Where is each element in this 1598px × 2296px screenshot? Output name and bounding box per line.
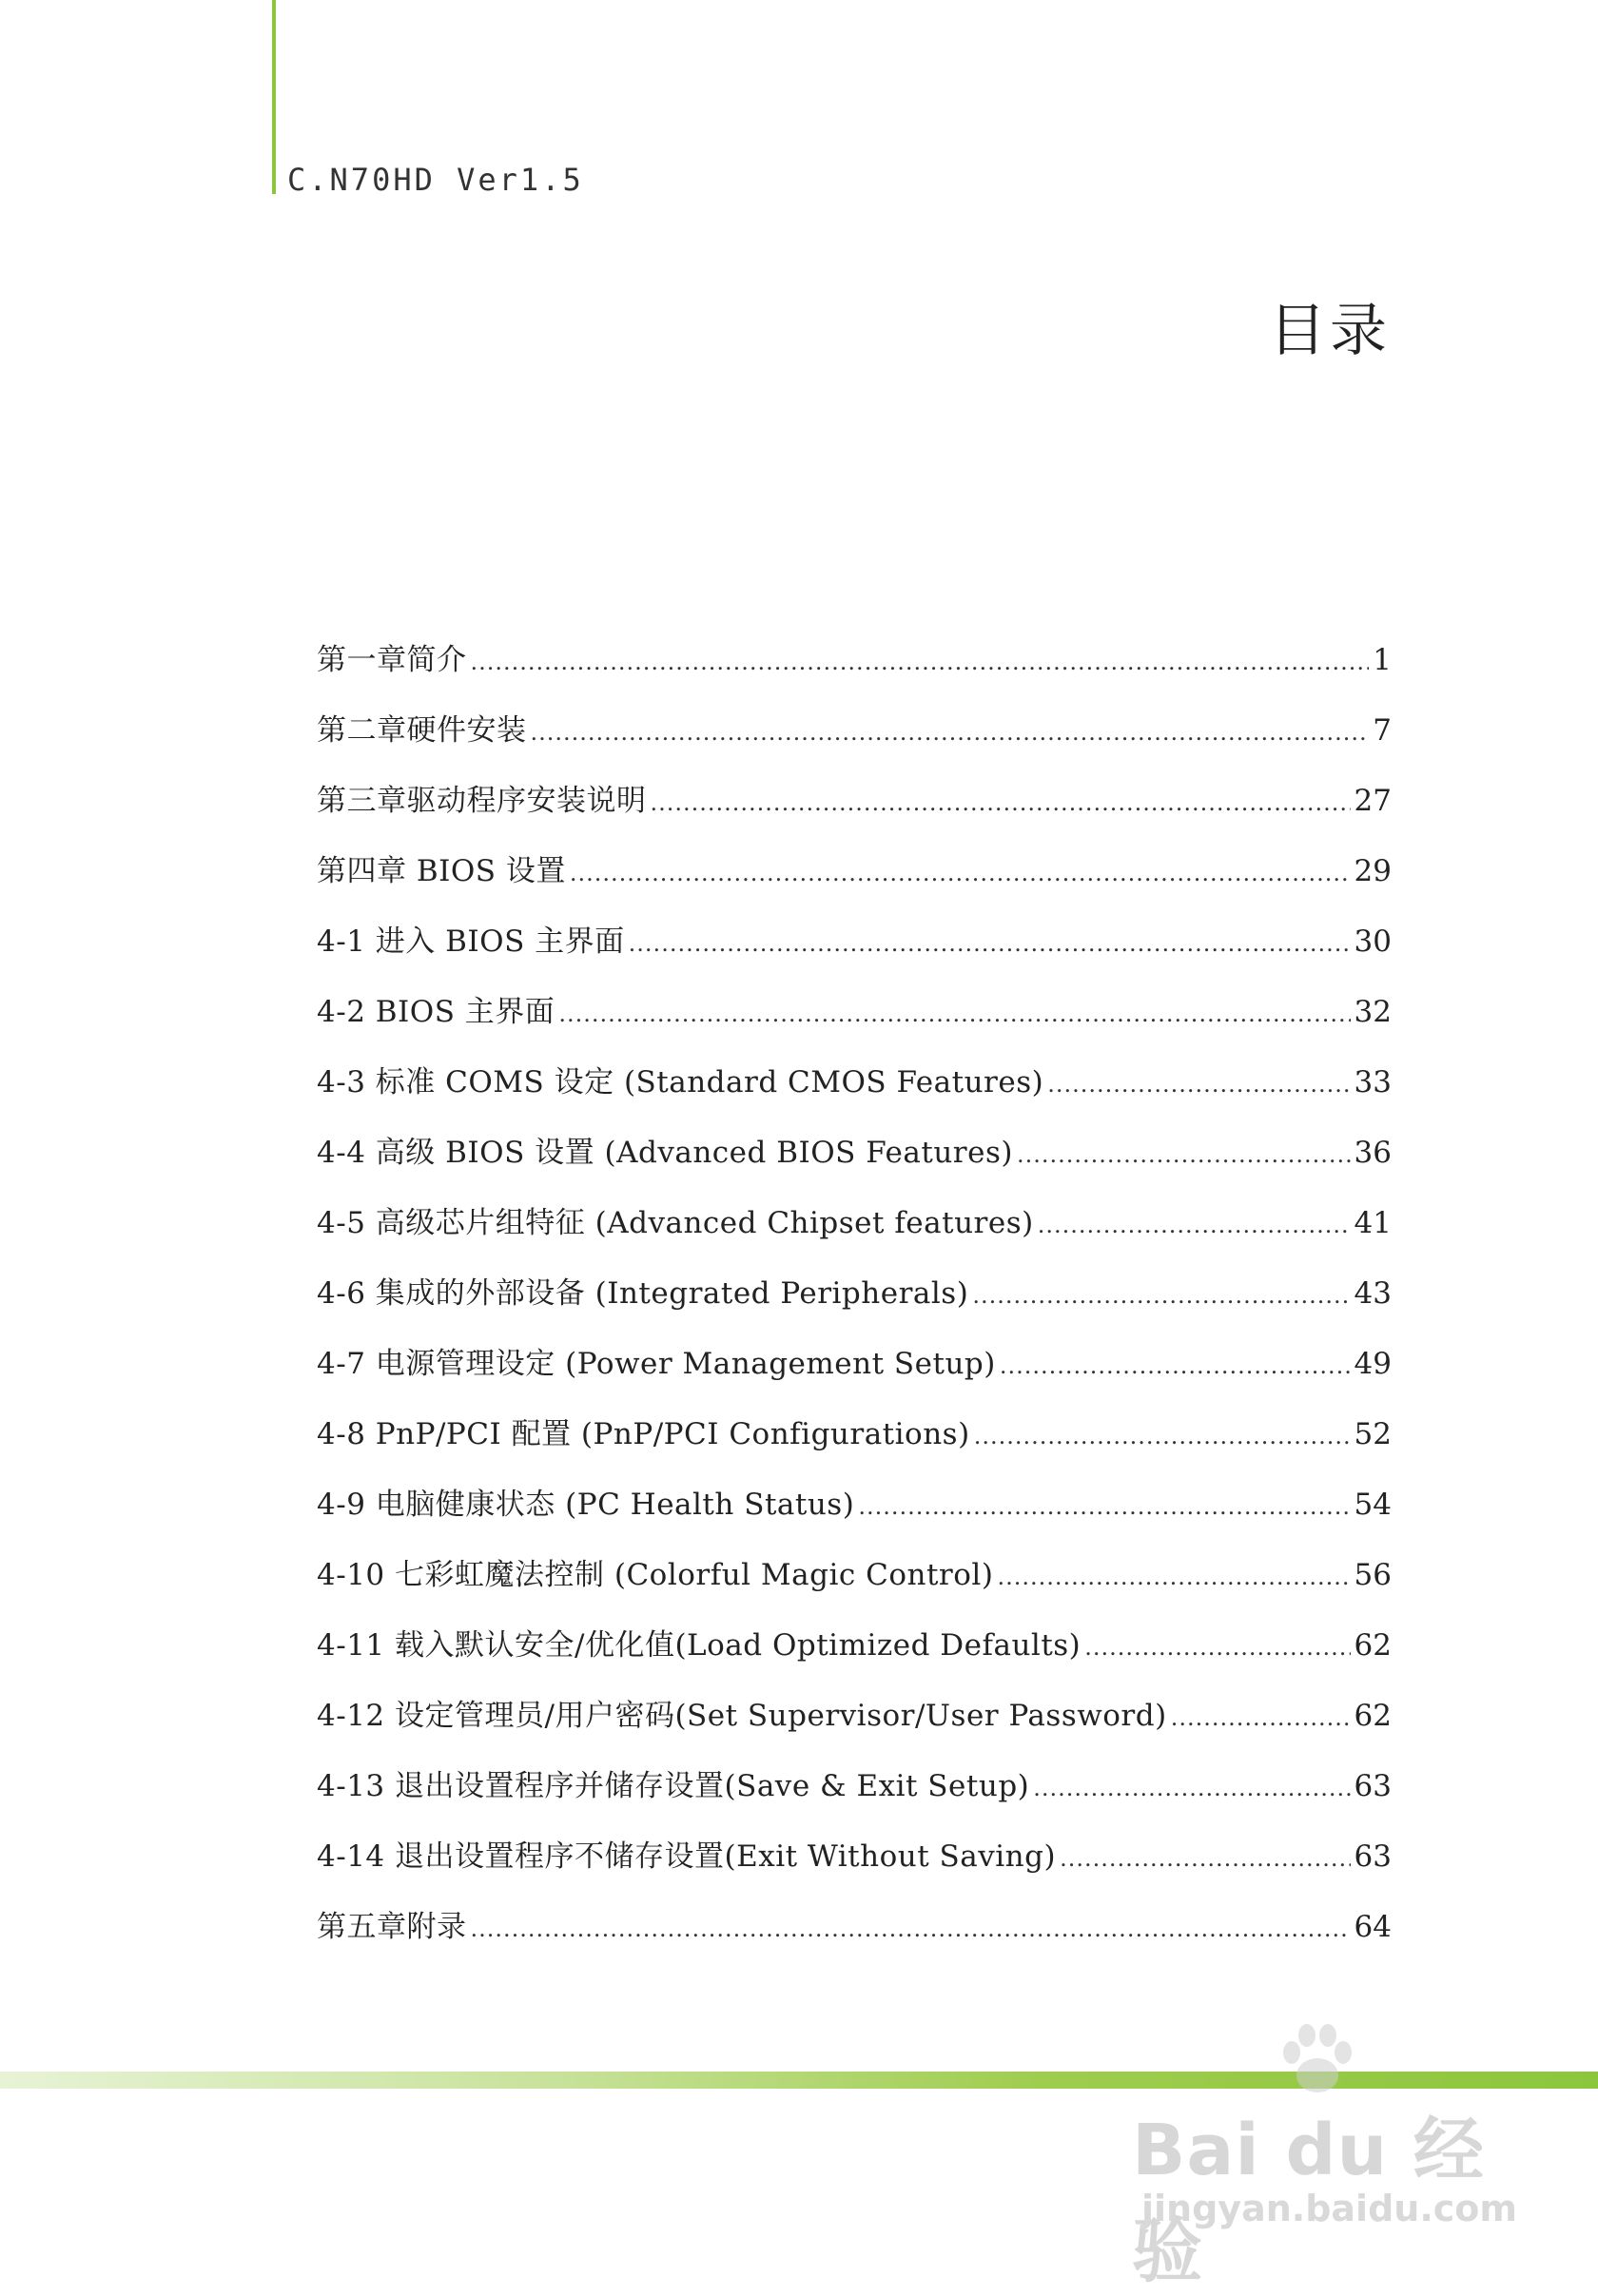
toc-entry-label: 第一章简介 bbox=[317, 643, 467, 677]
toc-entry[interactable] bbox=[317, 1198, 1392, 1269]
toc-leader-dots bbox=[1171, 1706, 1351, 1729]
toc-entry-page: 32 bbox=[1354, 995, 1392, 1029]
toc-entry[interactable] bbox=[317, 1902, 1392, 1973]
toc-entry-page: 29 bbox=[1354, 854, 1392, 888]
toc-entry-page: 56 bbox=[1354, 1558, 1392, 1592]
toc-entry[interactable] bbox=[317, 1691, 1392, 1761]
toc-entry-label: 4-1 进入 BIOS 主界面 bbox=[317, 924, 625, 959]
toc-entry-page: 41 bbox=[1354, 1206, 1392, 1240]
toc-entry-page: 27 bbox=[1354, 784, 1392, 818]
toc-entry-page: 7 bbox=[1373, 713, 1392, 748]
toc-leader-dots bbox=[1084, 1636, 1350, 1659]
header-accent-rule bbox=[272, 0, 276, 194]
toc-entry[interactable] bbox=[317, 1339, 1392, 1410]
toc-leader-dots bbox=[629, 932, 1351, 955]
toc-entry-label: 4-4 高级 BIOS 设置 (Advanced BIOS Features) bbox=[317, 1136, 1013, 1170]
toc-leader-dots bbox=[974, 1425, 1351, 1448]
toc-entry-label: 第二章硬件安装 bbox=[317, 713, 527, 748]
page-title: 目录 bbox=[1269, 298, 1391, 364]
toc-entry-label: 第五章附录 bbox=[317, 1910, 467, 1944]
toc-entry-page: 63 bbox=[1354, 1769, 1392, 1803]
toc-entry-page: 62 bbox=[1354, 1628, 1392, 1663]
toc-entry-label: 4-7 电源管理设定 (Power Management Setup) bbox=[317, 1347, 996, 1381]
toc-entry-label: 4-14 退出设置程序不储存设置(Exit Without Saving) bbox=[317, 1839, 1057, 1874]
toc-leader-dots bbox=[997, 1566, 1350, 1588]
toc-entry-label: 第三章驱动程序安装说明 bbox=[317, 784, 647, 818]
toc-leader-dots bbox=[1017, 1143, 1351, 1166]
toc-entry[interactable] bbox=[317, 1410, 1392, 1480]
toc-leader-dots bbox=[1060, 1847, 1350, 1870]
document-header-label: C.N70HD Ver1.5 bbox=[287, 162, 584, 198]
toc-entry[interactable] bbox=[317, 1128, 1392, 1198]
toc-entry-label: 第四章 BIOS 设置 bbox=[317, 854, 566, 888]
toc-entry-page: 33 bbox=[1354, 1065, 1392, 1099]
baidu-jingyan-watermark bbox=[1132, 2016, 1517, 2292]
toc-entry-label: 4-9 电脑健康状态 (PC Health Status) bbox=[317, 1488, 855, 1522]
toc-leader-dots bbox=[471, 651, 1370, 673]
toc-entry[interactable] bbox=[317, 917, 1392, 987]
toc-entry-page: 63 bbox=[1354, 1839, 1392, 1874]
toc-entry[interactable] bbox=[317, 1269, 1392, 1339]
table-of-contents bbox=[317, 635, 1392, 1973]
toc-entry-page: 49 bbox=[1354, 1347, 1392, 1381]
toc-leader-dots bbox=[1038, 1214, 1351, 1236]
toc-entry-page: 43 bbox=[1354, 1276, 1392, 1311]
toc-entry[interactable] bbox=[317, 1832, 1392, 1902]
toc-leader-dots bbox=[570, 862, 1351, 885]
toc-entry-page: 1 bbox=[1373, 643, 1392, 677]
toc-leader-dots bbox=[558, 1002, 1350, 1025]
toc-entry-page: 62 bbox=[1354, 1699, 1392, 1733]
toc-entry[interactable] bbox=[317, 987, 1392, 1058]
toc-entry-label: 4-2 BIOS 主界面 bbox=[317, 995, 555, 1029]
toc-entry[interactable] bbox=[317, 1621, 1392, 1691]
toc-entry[interactable] bbox=[317, 1480, 1392, 1550]
toc-entry[interactable] bbox=[317, 1761, 1392, 1832]
toc-leader-dots bbox=[471, 1917, 1351, 1940]
toc-leader-dots bbox=[531, 721, 1370, 744]
toc-entry-page: 64 bbox=[1354, 1910, 1392, 1944]
toc-leader-dots bbox=[1047, 1073, 1350, 1096]
toc-entry[interactable] bbox=[317, 846, 1392, 917]
toc-entry[interactable] bbox=[317, 776, 1392, 846]
toc-entry-page: 52 bbox=[1354, 1417, 1392, 1451]
toc-leader-dots bbox=[651, 791, 1351, 814]
toc-entry-label: 4-13 退出设置程序并储存设置(Save & Exit Setup) bbox=[317, 1769, 1030, 1803]
toc-leader-dots bbox=[858, 1495, 1350, 1518]
toc-entry-label: 4-12 设定管理员/用户密码(Set Supervisor/User Password) bbox=[317, 1699, 1167, 1733]
watermark-url-text: jingyan.baidu.com bbox=[1141, 2188, 1517, 2229]
toc-entry-label: 4-11 载入默认安全/优化值(Load Optimized Defaults) bbox=[317, 1628, 1082, 1663]
toc-entry-label: 4-8 PnP/PCI 配置 (PnP/PCI Configurations) bbox=[317, 1417, 970, 1451]
toc-entry[interactable] bbox=[317, 1058, 1392, 1128]
toc-entry-label: 4-5 高级芯片组特征 (Advanced Chipset features) bbox=[317, 1206, 1034, 1240]
toc-entry[interactable] bbox=[317, 635, 1392, 706]
toc-entry[interactable] bbox=[317, 1550, 1392, 1621]
toc-entry-label: 4-3 标准 COMS 设定 (Standard CMOS Features) bbox=[317, 1065, 1044, 1099]
toc-leader-dots bbox=[1033, 1777, 1350, 1800]
toc-leader-dots bbox=[1000, 1354, 1351, 1377]
toc-entry-page: 54 bbox=[1354, 1488, 1392, 1522]
toc-entry-label: 4-6 集成的外部设备 (Integrated Peripherals) bbox=[317, 1276, 969, 1311]
toc-entry[interactable] bbox=[317, 706, 1392, 776]
toc-entry-page: 36 bbox=[1354, 1136, 1392, 1170]
paw-icon bbox=[1275, 2016, 1360, 2102]
toc-entry-page: 30 bbox=[1354, 924, 1392, 959]
toc-leader-dots bbox=[972, 1284, 1350, 1307]
watermark-logo-text: Bai du 经验 bbox=[1132, 2110, 1485, 2292]
toc-entry-label: 4-10 七彩虹魔法控制 (Colorful Magic Control) bbox=[317, 1558, 994, 1592]
